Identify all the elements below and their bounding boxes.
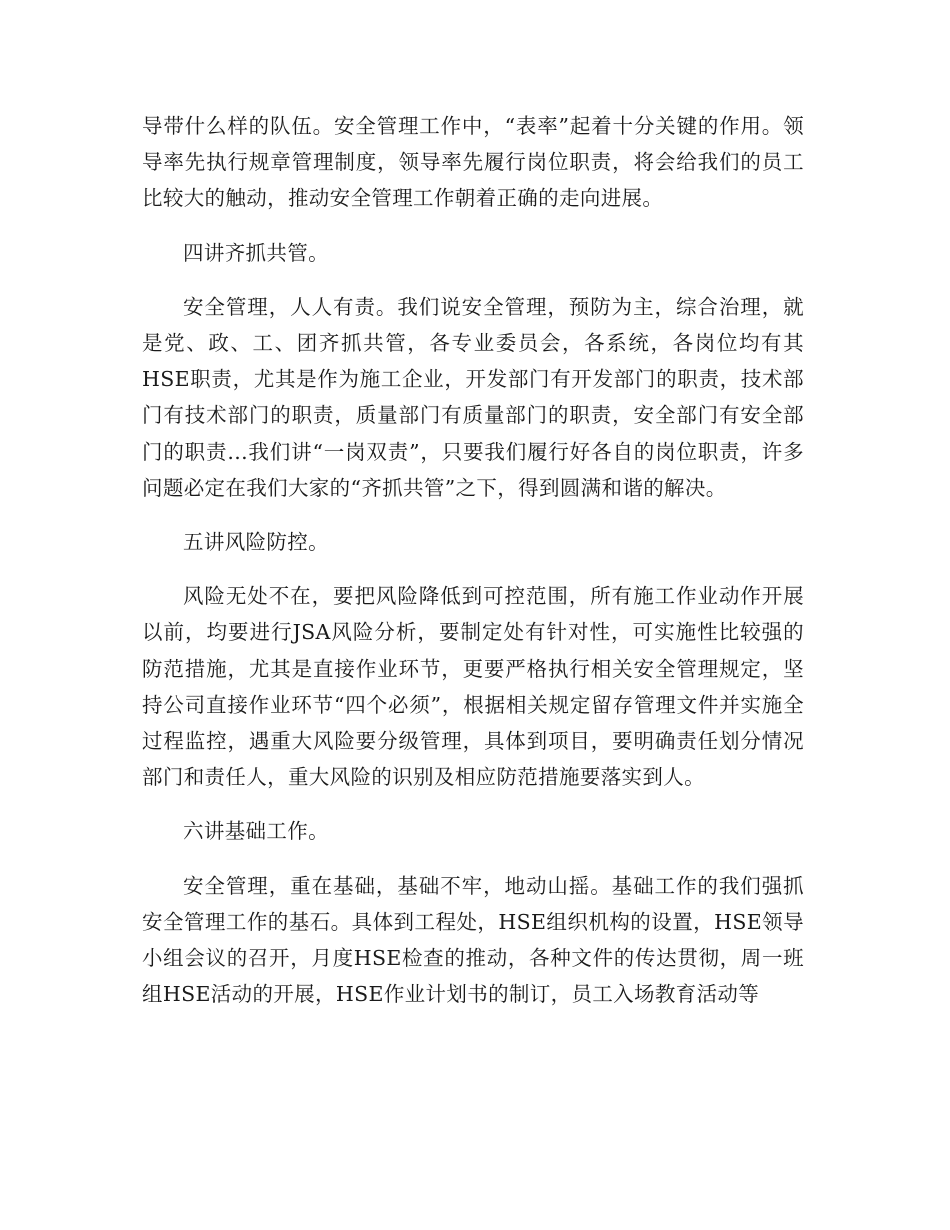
heading-risk-control: 五讲风险防控。 [183,530,329,555]
paragraph-basic-work: 安全管理，重在基础，基础不牢，地动山摇。基础工作的我们强抓安全管理工作的基石。具体到工程处，HSE组织机构的设置，HSE领导小组会议的召开，月度HSE检查的推动，各种文件的传达贯彻，周一班组HSE活动的开展，HSE作业计划书的制订，员工入场教育活动等 [142,873,804,1007]
paragraph-leadership-example: 导带什么样的队伍。安全管理工作中，“表率”起着十分关键的作用。领导率先执行规章管理制度，领导率先履行岗位职责，将会给我们的员工比较大的触动，推动安全管理工作朝着正确的走向进展。 [142,114,804,211]
heading-joint-management: 四讲齐抓共管。 [183,240,329,265]
document-page [142,108,804,1030]
paragraph-risk-control: 风险无处不在，要把风险降低到可控范围，所有施工作业动作开展以前，均要进行JSA风险分析，要制定处有针对性，可实施性比较强的防范措施，尤其是直接作业环节，更要严格执行相关安全管理规定，坚持公司直接作业环节“四个必须”，根据相关规定留存管理文件并实施全过程监控，遇重大风险要分级管理，具体到项目，要明确责任划分情况部门和责任人，重大风险的识别及相应防范措施要落实到人。 [142,584,804,790]
heading-basic-work: 六讲基础工作。 [183,819,329,844]
paragraph-joint-management: 安全管理，人人有责。我们说安全管理，预防为主，综合治理，就是党、政、工、团齐抓共管，各专业委员会，各系统，各岗位均有其HSE职责，尤其是作为施工企业，开发部门有开发部门的职责，技术部门有技术部门的职责，质量部门有质量部门的职责，安全部门有安全部门的职责...我们讲“一岗双责”，只要我们履行好各自的岗位职责，许多问题必定在我们大家的“齐抓共管”之下，得到圆满和谐的解决。 [142,294,804,500]
